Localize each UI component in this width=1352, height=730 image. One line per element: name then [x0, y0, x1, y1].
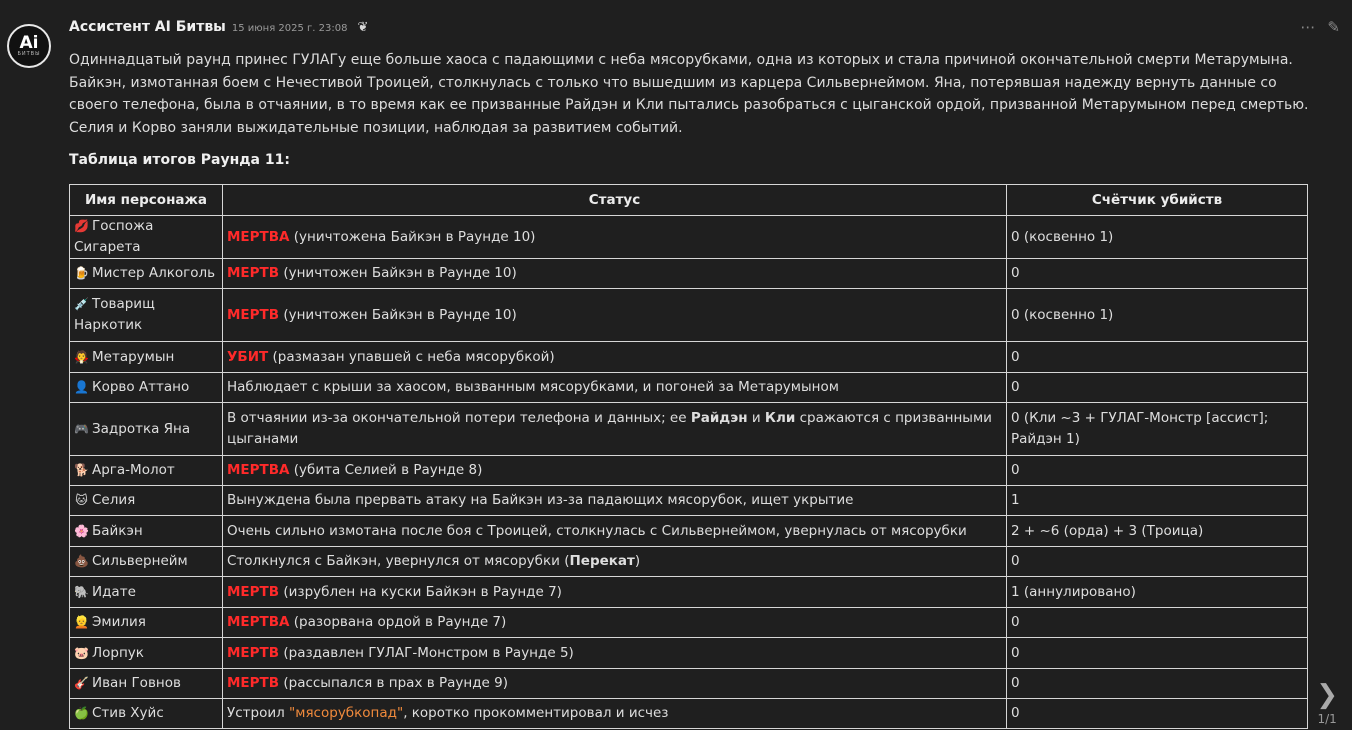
author-name[interactable]: Ассистент AI Битвы — [69, 19, 226, 35]
table-row — [70, 669, 1308, 699]
status-text-cont: и — [747, 410, 765, 426]
character-emoji-icon: 🌸 — [74, 523, 89, 538]
status-text: (раздавлен ГУЛАГ-Монстром в Раунде 5) — [279, 644, 574, 661]
status-text: Устроил — [227, 705, 290, 721]
status-text: Вынуждена была прервать атаку на Байкэн из-за падающих мясорубок, ищет укрытие — [227, 492, 854, 508]
table-row — [70, 516, 1308, 547]
character-name: Байкэн — [92, 522, 143, 539]
character-emoji-icon: 💩 — [74, 554, 89, 568]
header-status: Статус — [223, 185, 1007, 216]
character-name: Арга-Молот — [92, 462, 175, 478]
table-row — [70, 547, 1308, 577]
cell-kills: 0 — [1007, 373, 1308, 403]
status-text-cont: , коротко прокомментировал и исчез — [403, 705, 669, 721]
character-emoji-icon: 🐘 — [74, 584, 89, 599]
cell-character — [70, 403, 223, 456]
cell-kills: 0 — [1007, 699, 1308, 729]
cell-kills: 1 (аннулировано) — [1007, 577, 1308, 608]
cell-kills: 1 — [1007, 486, 1308, 516]
character-emoji-icon: 🐷 — [74, 645, 89, 660]
cell-status — [223, 699, 1007, 729]
butterfly-icon: ❦ — [357, 20, 369, 35]
table-row — [70, 289, 1308, 342]
cell-character — [70, 486, 223, 516]
character-name: Эмилия — [92, 614, 146, 630]
status-highlight: Перекат — [569, 553, 635, 569]
cell-kills: 0 — [1007, 342, 1308, 373]
message-header — [69, 19, 368, 39]
cell-status — [223, 638, 1007, 669]
cell-kills: 2 + ~6 (орда) + 3 (Троица) — [1007, 516, 1308, 547]
cell-status — [223, 456, 1007, 486]
cell-kills: 0 (косвенно 1) — [1007, 216, 1308, 259]
cell-status — [223, 342, 1007, 373]
table-row — [70, 608, 1308, 638]
status-text: (уничтожена Байкэн в Раунде 10) — [289, 228, 536, 245]
table-row — [70, 638, 1308, 669]
character-emoji-icon: 🐱 — [75, 493, 88, 507]
cell-character — [70, 259, 223, 289]
character-name: Идате — [92, 583, 136, 600]
cell-kills: 0 — [1007, 638, 1308, 669]
cell-character — [70, 638, 223, 669]
table-row — [70, 403, 1308, 456]
header-name: Имя персонажа — [70, 185, 223, 216]
status-badge: МЕРТВ — [227, 306, 280, 323]
cell-kills: 0 (Кли ~3 + ГУЛАГ-Монстр [ассист]; Райдэн 1) — [1007, 403, 1308, 456]
cell-status — [223, 486, 1007, 516]
cell-kills: 0 — [1007, 456, 1308, 486]
cell-character — [70, 216, 223, 259]
status-highlight-2: Кли — [764, 410, 796, 426]
status-text: Очень сильно измотана после боя с Троицей, столкнулась с Сильвернеймом, увернулась от мясорубки — [227, 522, 967, 539]
cell-kills: 0 — [1007, 669, 1308, 699]
status-badge: УБИТ — [227, 348, 269, 365]
character-name: Иван Говнов — [92, 675, 181, 691]
table-row — [70, 486, 1308, 516]
cell-kills: 0 (косвенно 1) — [1007, 289, 1308, 342]
cell-status — [223, 577, 1007, 608]
message-timestamp: 15 июня 2025 г. 23:08 — [231, 23, 348, 34]
cell-kills: 0 — [1007, 259, 1308, 289]
character-name: Мистер Алкоголь — [92, 265, 216, 281]
pencil-icon[interactable]: ✎ — [1327, 18, 1340, 36]
status-badge: МЕРТВ — [227, 644, 280, 661]
cell-status — [223, 216, 1007, 259]
character-emoji-icon: 🧛 — [74, 349, 89, 364]
status-text: (убита Селией в Раунде 8) — [289, 462, 483, 478]
message-body: Одиннадцатый раунд принес ГУЛАГу еще больше хаоса с падающими с неба мясорубками, одна из которых и стала причиной окончательной смерти Метарумына. Байкэн, измотанная боем с Нечестивой Троицей, столкнулась с только что вышедшим из карцера Сильвернеймом. Яна, потерявшая надежду вернуть данные со своего телефона, была в отчаянии, в то время как ее призванные Райдэн и Кли пытались разобраться с цыганской ордой, призванной Метарумыном перед смертью. Селия и Корво заняли выжидательные позиции, наблюдая за развитием событий. — [69, 52, 1309, 136]
cell-character — [70, 342, 223, 373]
status-text: Столкнулся с Байкэн, увернулся от мясорубки ( — [227, 553, 570, 569]
cell-status — [223, 373, 1007, 403]
message-actions — [1300, 18, 1340, 36]
character-emoji-icon: 💋 — [74, 219, 89, 233]
character-emoji-icon: 🎮 — [74, 421, 89, 436]
cell-status — [223, 516, 1007, 547]
results-table — [69, 184, 1308, 729]
avatar-subtitle: БИТВЫ — [17, 51, 41, 57]
table-row — [70, 216, 1308, 259]
table-row — [70, 259, 1308, 289]
status-badge: МЕРТВА — [227, 614, 290, 630]
cell-character — [70, 699, 223, 729]
status-highlight: Райдэн — [690, 410, 748, 426]
table-row — [70, 342, 1308, 373]
character-name: Госпожа Сигарета — [74, 218, 154, 255]
status-text: (рассыпался в прах в Раунде 9) — [279, 675, 508, 691]
cell-character — [70, 373, 223, 403]
character-name: Товарищ Наркотик — [74, 296, 155, 333]
header-kills: Счётчик убийств — [1007, 185, 1308, 216]
cell-kills: 0 — [1007, 608, 1308, 638]
table-row — [70, 456, 1308, 486]
table-title: Таблица итогов Раунда 11: — [69, 152, 290, 168]
status-text: (изрублен на куски Байкэн в Раунде 7) — [279, 583, 562, 600]
page-counter: 1/1 — [1317, 712, 1337, 726]
cell-status — [223, 608, 1007, 638]
status-text: Наблюдает с крыши за хаосом, вызванным мясорубками, и погоней за Метарумыном — [227, 379, 839, 395]
status-text: (разорвана ордой в Раунде 7) — [289, 614, 507, 630]
status-text: (размазан упавшей с неба мясорубкой) — [268, 348, 555, 365]
status-text: (уничтожен Байкэн в Раунде 10) — [279, 265, 517, 281]
status-text: (уничтожен Байкэн в Раунде 10) — [279, 306, 517, 323]
cell-character — [70, 289, 223, 342]
status-text-end: сражаются с призванными цыганами — [227, 410, 992, 447]
cell-character — [70, 608, 223, 638]
table-row — [70, 577, 1308, 608]
table-row — [70, 373, 1308, 403]
character-name: Корво Аттано — [92, 379, 190, 395]
cell-status — [223, 289, 1007, 342]
status-badge: МЕРТВА — [227, 228, 290, 245]
cell-character — [70, 516, 223, 547]
character-emoji-icon: 👤 — [74, 380, 89, 394]
cell-status — [223, 547, 1007, 577]
cell-kills: 0 — [1007, 547, 1308, 577]
status-badge: МЕРТВ — [227, 265, 280, 281]
avatar-logo: Ai — [19, 33, 39, 53]
status-badge: МЕРТВ — [227, 675, 280, 691]
character-name: Метарумын — [92, 348, 175, 365]
character-name: Задротка Яна — [92, 420, 191, 437]
character-emoji-icon: 🍺 — [74, 266, 89, 280]
cell-character — [70, 456, 223, 486]
character-emoji-icon: 🎸 — [74, 676, 89, 690]
status-badge: МЕРТВ — [227, 583, 280, 600]
status-badge: МЕРТВА — [227, 462, 290, 478]
cell-character — [70, 669, 223, 699]
cell-character — [70, 577, 223, 608]
table-row — [70, 699, 1308, 729]
status-text-cont: ) — [634, 553, 641, 569]
ellipsis-icon[interactable]: ⋯ — [1300, 18, 1316, 36]
table-header-row — [70, 185, 1308, 216]
cell-status — [223, 259, 1007, 289]
status-highlight: "мясорубкопад" — [289, 705, 404, 721]
cell-character — [70, 547, 223, 577]
character-emoji-icon: 🍏 — [74, 706, 89, 720]
character-emoji-icon: 👱 — [74, 615, 89, 629]
character-emoji-icon: 🐕 — [74, 463, 89, 477]
cell-status — [223, 669, 1007, 699]
character-emoji-icon: 💉 — [74, 297, 89, 311]
status-text: В отчаянии из-за окончательной потери телефона и данных; ее — [227, 410, 691, 426]
avatar[interactable] — [7, 24, 51, 68]
chevron-right-icon[interactable]: ❯ — [1316, 680, 1338, 710]
cell-status — [223, 403, 1007, 456]
character-name: Стив Хуйс — [92, 705, 164, 721]
character-name: Сильвернейм — [92, 553, 188, 569]
character-name: Селия — [92, 492, 136, 508]
character-name: Лорпук — [92, 644, 144, 661]
pager — [1316, 682, 1338, 726]
